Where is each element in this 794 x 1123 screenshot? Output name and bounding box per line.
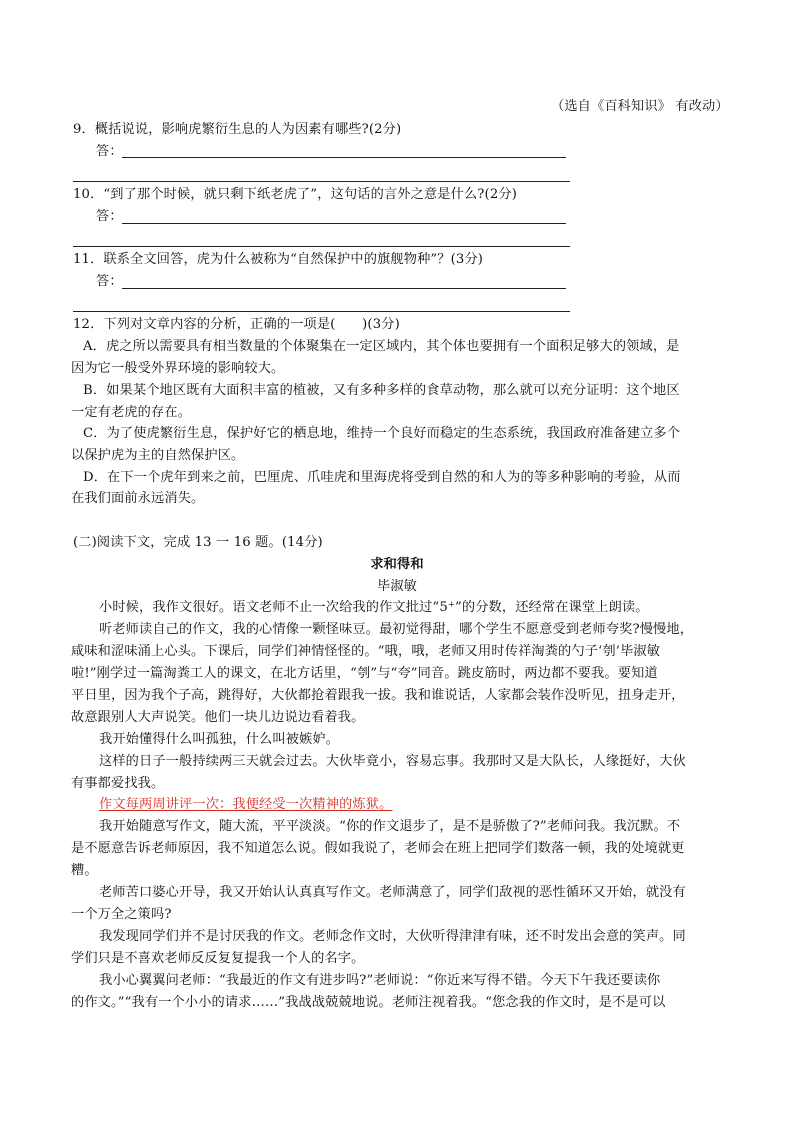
answer-label-10: 答： [96,209,123,224]
source-note: （选自《百科知识》 有改动） [551,99,729,114]
passage-line: 平日里，因为我个子高，跳得好，大伙都抢着跟我一拔。我和谁说话，人家都会装作没听见，扭身走开， [71,688,685,703]
passage-highlight-line: 作文每两周讲评一次：我便经受一次精神的炼狱。 [99,797,393,812]
article-title: 求和得和 [370,557,424,572]
question-11: 11．联系全文回答，虎为什么被称为“自然保护中的旗舰物种”？(3分) [73,252,484,267]
passage-line: 的作文。”“我有一个小小的请求……”我战战兢兢地说。老师注视着我。“您念我的作文时，是不是可以 [71,995,666,1010]
option-b-line-1: B．如果某个地区既有大面积丰富的植被，又有多种多样的食草动物，那么就可以充分证明：这个地区 [83,383,680,398]
option-a-line-2: 因为它一般受外界环境的影响较大。 [71,361,285,376]
answer-line-11b[interactable] [73,311,570,312]
passage-line: 我小心翼翼问老师：“我最近的作文有进步吗?”老师说：“你近来写得不错。今天下午我还要读你 [99,973,661,988]
passage-line: 学们只是不喜欢老师反反复复提我一个人的名字。 [71,951,365,966]
answer-label-9: 答： [96,144,123,159]
option-d-line-1: D．在下一个虎年到来之前，巴厘虎、爪哇虎和里海虎将受到自然的和人为的等多种影响的考验，从而 [83,470,681,485]
passage-line: 糟。 [71,863,98,878]
passage-line: 听老师读自己的作文，我的心情像一颗怪味豆。最初觉得甜，哪个学生不愿意受到老师夸奖?慢慢地， [99,622,694,637]
passage-line: 我发现同学们并不是讨厌我的作文。老师念作文时，大伙听得津津有味，还不时发出会意的笑声。同 [99,929,686,944]
passage-line: 有事都爱找我。 [71,776,165,791]
passage-line: 是不愿意告诉老师原因，我不知道怎么说。假如我说了，老师会在班上把同学们数落一顿，我的处境就更 [71,841,685,856]
answer-line-10a[interactable] [122,223,566,224]
option-a-line-1: A．虎之所以需要具有相当数量的个体聚集在一定区域内，其个体也要拥有一个面积足够大的领域，是 [83,339,680,354]
article-author: 毕淑敏 [376,579,417,594]
answer-label-11: 答： [96,274,123,289]
section-heading: (二)阅读下文，完成 13 一 16 题。(14分) [73,535,323,550]
passage-line: 这样的日子一般持续两三天就会过去。大伙毕竟小，容易忘事。我那时又是大队长，人缘挺好，大伙 [99,754,686,769]
answer-line-11a[interactable] [122,288,566,289]
question-12: 12．下列对文章内容的分析，正确的一项是( )(3分) [73,317,400,332]
passage-line: 老师苦口婆心开导，我又开始认认真真写作文。老师满意了，同学们敌视的恶性循环又开始，就没有 [99,885,686,900]
passage-line: 我开始懂得什么叫孤独，什么叫被嫉妒。 [99,732,340,747]
option-c-line-1: C．为了使虎繁衍生息，保护好它的栖息地，维持一个良好而稳定的生态系统，我国政府准备建立多个 [83,426,681,441]
answer-line-10b[interactable] [73,246,570,247]
question-9: 9．概括说说，影响虎繁衍生息的人为因素有哪些?(2分) [73,122,402,137]
option-b-line-2: 一定有老虎的存在。 [71,405,192,420]
passage-line: 一个万全之策吗? [71,907,172,922]
answer-line-9b[interactable] [73,181,570,182]
passage-line: 啦!”刚学过一篇淘粪工人的课文，在北方话里，“刳”与“夸”同音。跳皮筋时，两边都不要我。要知道 [71,666,658,681]
passage-line: 故意跟别人大声说笑。他们一块儿边说边看着我。 [71,710,365,725]
option-d-line-2: 在我们面前永远消失。 [71,491,205,506]
passage-line: 咸味和涩味涌上心头。下课后，同学们神情怪怪的。“哦，哦，老师又用时传祥淘粪的勺子‘刳’毕淑敏 [71,644,661,659]
passage-line: 小时候，我作文很好。语文老师不止一次给我的作文批过“5⁺”的分数，还经常在课堂上朗读。 [99,600,649,615]
option-c-line-2: 以保护虎为主的自然保护区。 [71,448,245,463]
passage-line: 我开始随意写作文，随大流，平平淡淡。“你的作文退步了，是不是骄傲了?”老师问我。我沉默。不 [99,819,681,834]
answer-line-9a[interactable] [122,157,566,158]
question-10: 10．“到了那个时候，就只剩下纸老虎了”，这句话的言外之意是什么?(2分) [73,187,517,202]
